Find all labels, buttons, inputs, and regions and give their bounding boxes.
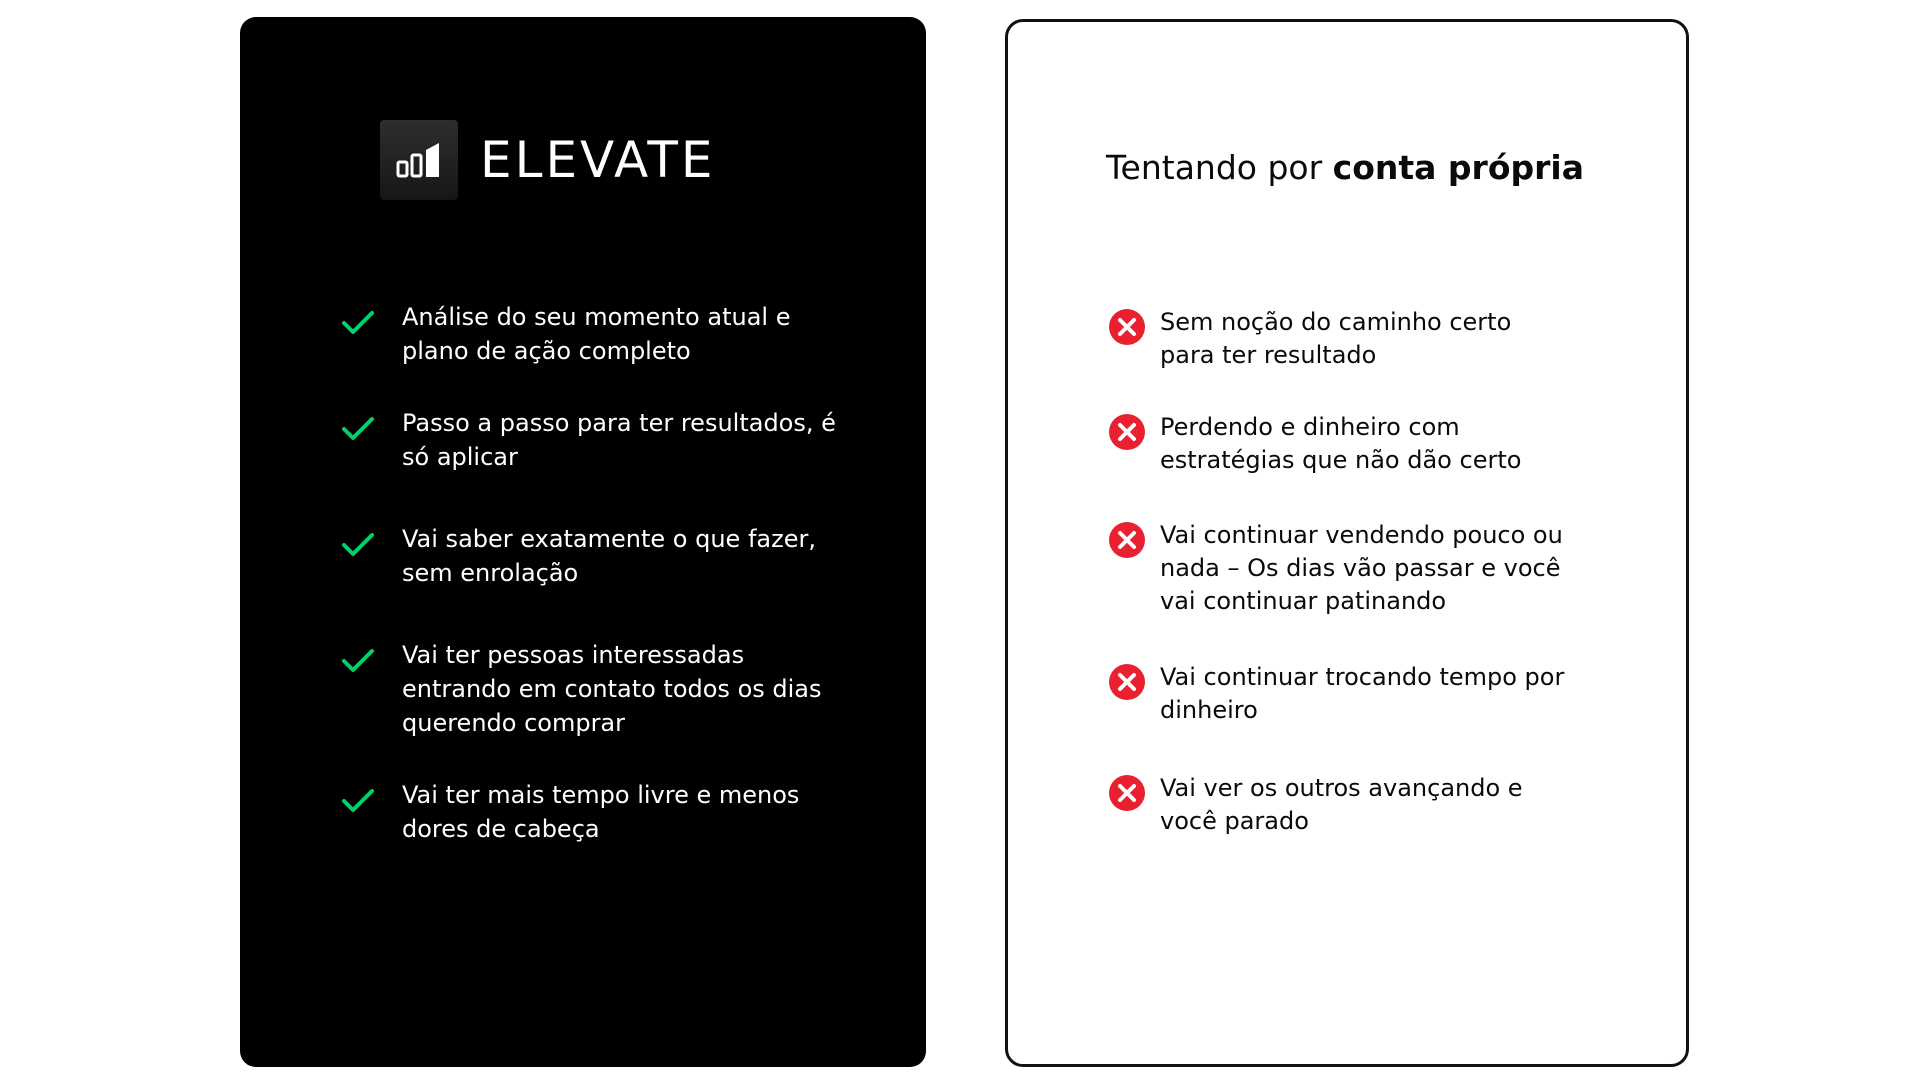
list-item [1108,772,1628,838]
x-circle-icon [1108,521,1146,559]
problem-text: Vai continuar vendendo pouco ou nada – Os dias vão passar e você vai continuar patinando [1160,521,1563,615]
own-account-card [1005,19,1689,1067]
benefit-text: Vai ter pessoas interessadas entrando em contato todos os dias querendo comprar [402,641,822,737]
list-item [1108,411,1628,477]
list-item [340,300,860,368]
bar-chart-icon [380,120,458,200]
list-item [340,522,860,590]
x-circle-icon [1108,774,1146,812]
check-icon [340,304,376,340]
x-circle-icon [1108,308,1146,346]
check-icon [340,782,376,818]
brand-logo [380,120,716,200]
check-icon [340,410,376,446]
list-item [340,638,860,740]
problem-text: Sem noção do caminho certo para ter resultado [1160,308,1512,369]
card-title-regular: Tentando por [1106,148,1333,187]
list-item [1108,306,1628,372]
x-circle-icon [1108,663,1146,701]
benefit-text: Passo a passo para ter resultados, é só aplicar [402,409,836,471]
check-icon [340,526,376,562]
benefit-text: Vai ter mais tempo livre e menos dores de cabeça [402,781,800,843]
problem-text: Vai continuar trocando tempo por dinheiro [1160,663,1565,724]
list-item [340,778,860,846]
problem-text: Perdendo e dinheiro com estratégias que não dão certo [1160,413,1522,474]
brand-name: ELEVATE [480,131,716,189]
x-circle-icon [1108,413,1146,451]
card-title-bold: conta própria [1332,148,1584,187]
list-item [1108,661,1628,727]
problem-text: Vai ver os outros avançando e você parado [1160,774,1523,835]
card-title [1106,148,1584,187]
elevate-card [240,17,926,1067]
list-item [340,406,860,474]
benefit-text: Vai saber exatamente o que fazer, sem enrolação [402,525,816,587]
list-item [1108,519,1628,618]
benefit-text: Análise do seu momento atual e plano de ação completo [402,303,791,365]
check-icon [340,642,376,678]
